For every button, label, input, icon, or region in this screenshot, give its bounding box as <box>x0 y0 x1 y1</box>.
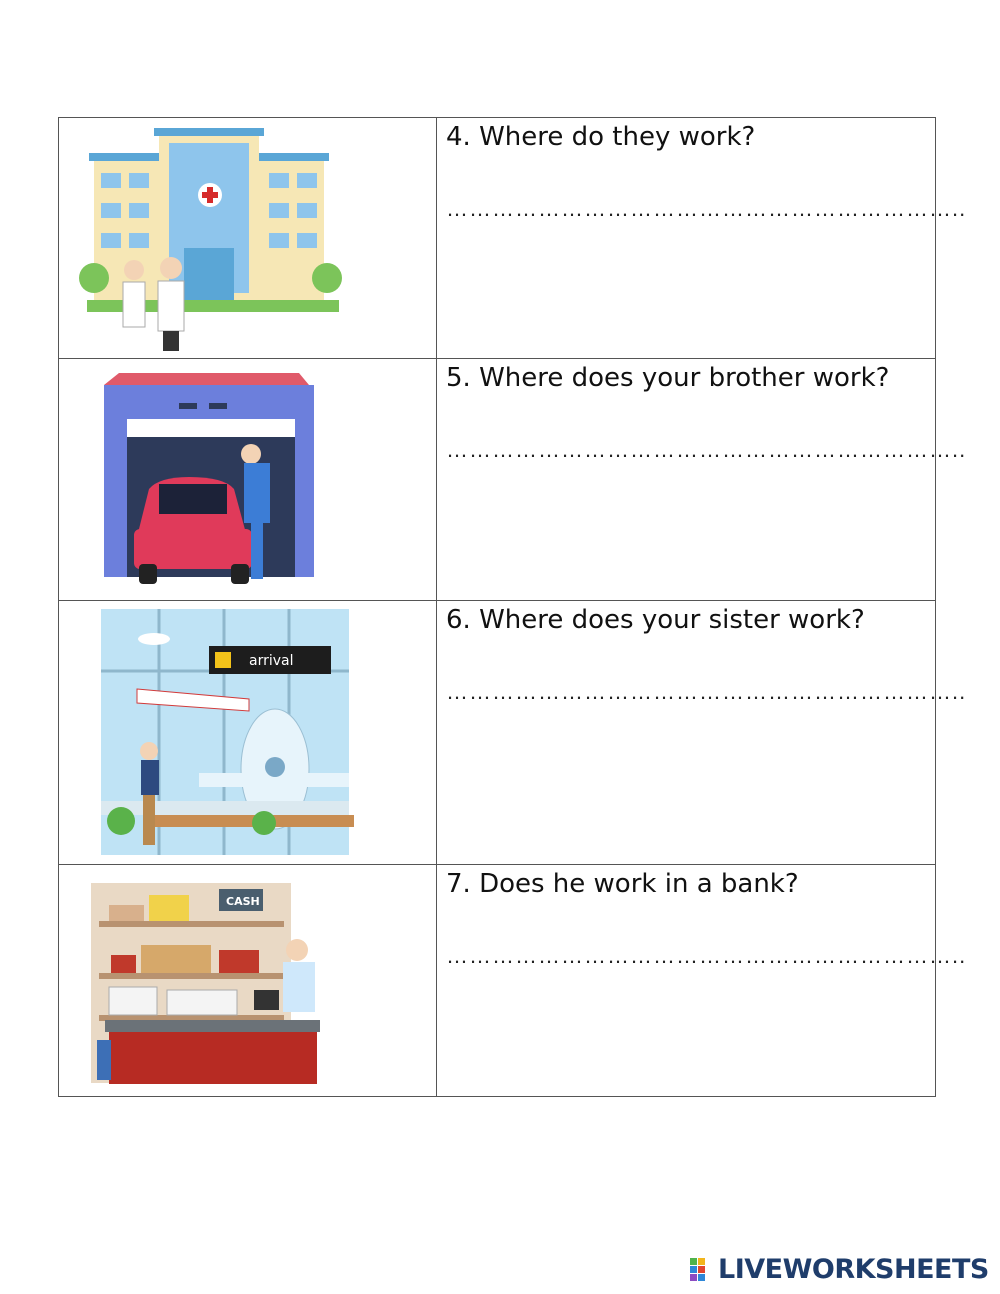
question-text: 5. Where does your brother work? <box>446 363 890 393</box>
worksheet-table <box>58 117 967 1097</box>
arrival-sign-text: arrival <box>249 653 294 669</box>
image-cell <box>59 118 437 359</box>
supermarket-cashier-illustration <box>59 865 436 1096</box>
table-row <box>59 359 936 601</box>
answer-line[interactable]: ………………………………………………………….. <box>446 196 967 221</box>
image-cell <box>59 359 437 601</box>
answer-line[interactable]: ………………………………………………………….. <box>446 679 967 704</box>
logo-text: LIVEWORKSHEETS <box>718 1254 989 1285</box>
cash-sign-text: CASH <box>226 895 260 908</box>
image-cell <box>59 601 437 865</box>
question-text: 6. Where does your sister work? <box>446 605 865 635</box>
garage-mechanic-illustration <box>59 359 436 600</box>
hospital-illustration <box>59 118 436 358</box>
answer-line[interactable]: ………………………………………………………….. <box>446 943 967 968</box>
image-cell <box>59 865 437 1097</box>
airport-illustration <box>59 601 436 864</box>
table-row <box>59 601 936 865</box>
answer-line[interactable]: ………………………………………………………….. <box>446 437 967 462</box>
question-cell <box>437 118 967 359</box>
question-cell <box>437 601 967 865</box>
question-text: 4. Where do they work? <box>446 122 756 152</box>
table-row <box>59 118 936 359</box>
liveworksheets-logo[interactable] <box>690 1254 989 1285</box>
question-text: 7. Does he work in a bank? <box>446 869 799 899</box>
liveworksheets-logo-icon <box>690 1258 714 1282</box>
table-row <box>59 865 936 1097</box>
question-cell <box>437 865 967 1097</box>
question-cell <box>437 359 967 601</box>
